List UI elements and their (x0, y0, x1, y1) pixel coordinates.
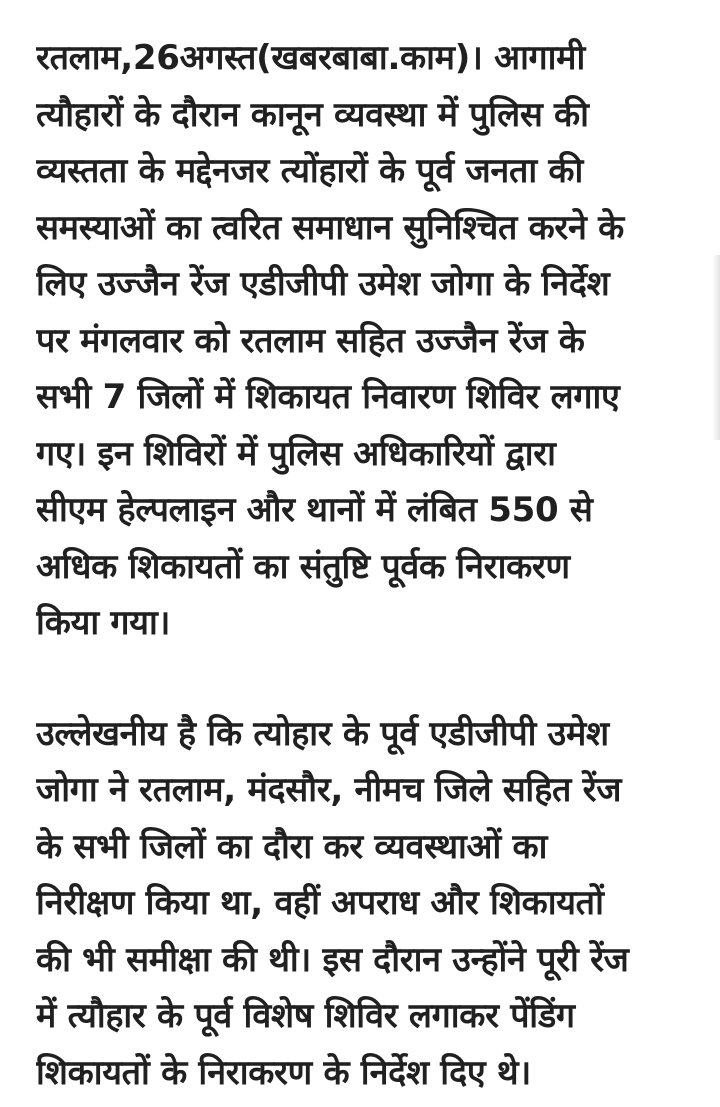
scrollbar-thumb[interactable] (712, 255, 720, 440)
paragraph-2-line-5: की भी समीक्षा की थी। इस दौरान उन्होंने पूरी रेंज (36, 939, 629, 980)
paragraph-1-line-7: सभी 7 जिलों में शिकायत निवारण शिविर लगाए (36, 377, 620, 417)
paragraph-1-line-6: पर मंगलवार को रतलाम सहित उज्जैन रेंज के (36, 320, 585, 361)
paragraph-2-line-6: में त्यौहार के पूर्व विशेष शिविर लगाकर पेंडिंग (36, 996, 575, 1036)
paragraph-1-line-10: अधिक शिकायतों का संतुष्टि पूर्वक निराकरण (36, 546, 570, 587)
paragraph-1-line-2: त्यौहारों के दौरान कानून व्यवस्था में पुलिस की (36, 94, 589, 135)
paragraph-2-line-2: जोगा ने रतलाम, मंदसौर, नीमच जिले सहित रेंज (36, 770, 622, 810)
paragraph-1-line-5: लिए उज्जैन रेंज एडीजीपी उमेश जोगा के निर्देश (36, 264, 610, 304)
article-paragraph-1 (36, 30, 700, 652)
paragraph-2-line-7: शिकायतों के निराकरण के निर्देश दिए थे। (36, 1052, 531, 1093)
paragraph-1-line-3: व्यस्तता के मद्देनजर त्योंहारों के पूर्व जनता की (36, 151, 583, 191)
paragraph-1-line-4: समस्याओं का त्वरित समाधान सुनिश्चित करने के (36, 207, 624, 248)
paragraph-1-line-9: सीएम हेल्पलाइन और थानों में लंबित 550 से (36, 490, 593, 530)
article-paragraph-2 (36, 706, 700, 1102)
paragraph-1-line-11: किया गया। (36, 603, 171, 643)
paragraph-2-line-4: निरीक्षण किया था, वहीं अपराध और शिकायतों (36, 883, 604, 923)
news-article (36, 30, 700, 1101)
paragraph-1-line-8: गए। इन शिविरों में पुलिस अधिकारियों द्वारा (36, 433, 556, 474)
paragraph-1-line-1: रतलाम,26अगस्त(खबरबाबा.काम)। आगामी (36, 38, 586, 78)
paragraph-2-line-3: के सभी जिलों का दौरा कर व्यवस्थाओं का (36, 826, 548, 867)
paragraph-2-line-1: उल्लेखनीय है कि त्योहार के पूर्व एडीजीपी उमेश (36, 713, 609, 754)
